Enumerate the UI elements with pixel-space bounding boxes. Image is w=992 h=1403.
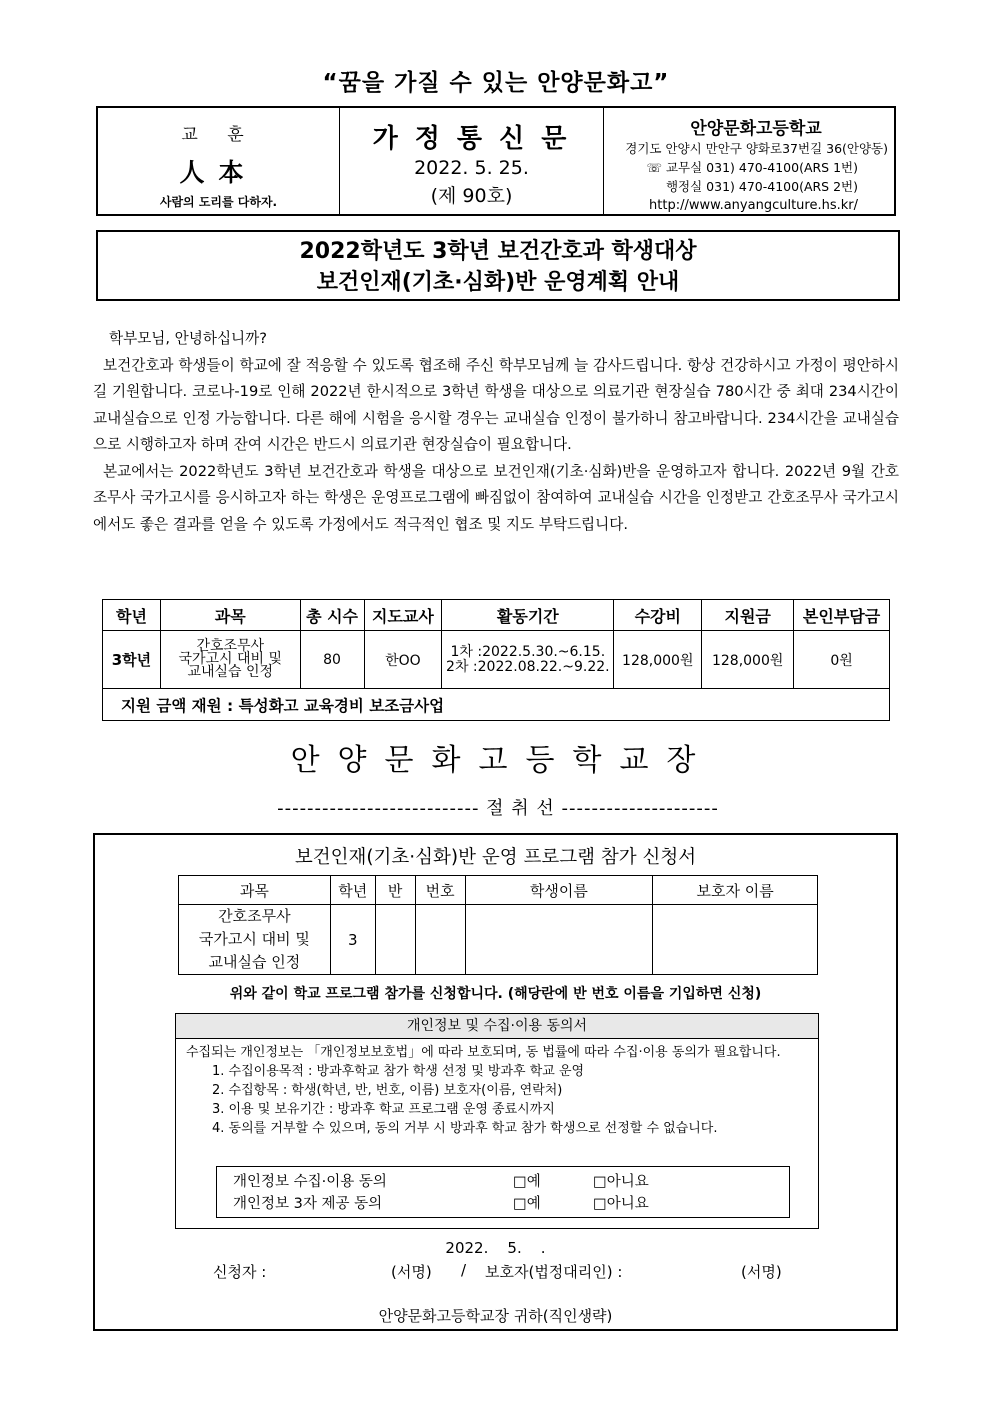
application-table-header [179,876,818,905]
newsletter-title-box [340,108,604,214]
consent-item: 1. 수집이용목적 : 방과후학교 참가 학생 선정 및 방과후 학교 운영 [212,1064,585,1079]
school-url[interactable]: http://www.anyangculture.hs.kr/ [649,198,858,213]
header-cell: 과목 [160,600,300,631]
school-address: 경기도 안양시 만안구 양화로37번길 36(안양동) [625,141,888,156]
subject-line: 국가고시 대비 및 [178,651,283,667]
applicant-sign-field[interactable]: (서명) [391,1263,432,1281]
greeting: 학부모님, 안녕하십니까? [109,330,268,347]
form-date: 2022. 5. . [445,1239,546,1257]
consent-no-checkbox[interactable]: □아니요 [593,1196,649,1212]
consent-item: 4. 동의를 거부할 수 있으며, 동의 거부 시 방과후 학교 참가 학생으로 선정할 수 없습니다. [212,1121,718,1136]
consent-choices [216,1166,790,1218]
header-cell: 번호 [415,876,465,905]
header-cell: 지도교사 [364,600,442,631]
consent-item: 3. 이용 및 보유기간 : 방과후 학교 프로그램 운영 종료시까지 [212,1102,555,1117]
notice-body [93,326,899,538]
program-table-header [103,600,890,631]
table-row [103,689,890,721]
consent-heading: 개인정보 및 수집·이용 동의서 [176,1014,818,1039]
self-pay-cell: 0원 [794,631,890,689]
form-addressee: 안양문화고등학교장 귀하(직인생략) [378,1307,613,1325]
consent-intro: 수집되는 개인정보는 「개인정보보호법」에 따라 보호되며, 동 법률에 따라 수집·이용 동의가 필요합니다. [186,1045,781,1060]
consent-yes-checkbox[interactable]: □예 [513,1174,541,1190]
notice-title-line2: 보건인재(기초·심화)반 운영계획 안내 [316,270,680,295]
header-cell: 지원금 [702,600,794,631]
number-field[interactable] [415,905,465,975]
creed-label: 교 훈 [181,125,256,145]
apply-statement: 위와 같이 학교 프로그램 참가를 신청합니다. (해당란에 반 번호 이름을 기입하면 신청) [229,986,762,1002]
school-creed-box [98,108,340,214]
header-cell: 수강비 [614,600,702,631]
subject-line: 교내실습 인정 [187,664,274,680]
consent-row-third-party [217,1193,789,1215]
grade-cell: 3 [330,905,375,975]
fee-cell: 128,000원 [614,631,702,689]
subject-line: 간호조무사 [196,638,265,654]
phone-admin: 행정실 031) 470-4100(ARS 2번) [665,179,858,194]
cut-line: --------------------------- 절 취 선 --------------------- [277,798,719,819]
table-row [103,631,890,689]
applicant-label: 신청자 : [213,1263,267,1281]
newsletter-title: 가 정 통 신 문 [372,124,571,154]
creed-sub: 사람의 도리를 다하자. [159,195,278,209]
hours-cell: 80 [300,631,364,689]
program-table [102,599,890,721]
table-row [179,905,818,975]
consent-box [175,1013,819,1229]
header-cell: 학년 [330,876,375,905]
consent-label: 개인정보 3자 제공 동의 [233,1196,383,1212]
header-cell: 학생이름 [465,876,653,905]
phone-teacher: ☏ 교무실 031) 470-4100(ARS 1번) [646,160,858,175]
student-name-field[interactable] [465,905,653,975]
subject-cell [179,905,331,975]
header-cell: 본인부담금 [794,600,890,631]
consent-label: 개인정보 수집·이용 동의 [233,1174,387,1190]
newsletter-date: 2022. 5. 25. [414,157,529,179]
header-cell: 보호자 이름 [653,876,818,905]
notice-title-box [96,230,900,301]
consent-item: 2. 수집항목 : 학생(학년, 반, 번호, 이름) 보호자(이름, 연락처) [212,1083,563,1098]
form-title: 보건인재(기초·심화)반 운영 프로그램 참가 신청서 [294,847,697,868]
guardian-sign-field[interactable]: (서명) [741,1263,782,1281]
school-name: 안양문화고등학교 [690,119,822,139]
subject-line: 간호조무사 [218,907,291,925]
principal-signature: 안양문화고등학교장 [290,743,714,778]
grade-cell: 3학년 [103,631,161,689]
body-paragraph-1: 보건간호과 학생들이 학교에 잘 적응할 수 있도록 협조해 주신 학부모님께 늘 감사드립니다. 항상 건강하시고 가정이 평안하시길 기원합니다. 코로나-19로 인해 2022년 한시적으로 3학년 학생을 대상으로 의료기관 현장실습 780시간 중 최대 234시간이 교내실습으로 인정 가능합니다. 다른 해에 시험을 응시할 경우는 교내실습 인정이 불가하니 참고바랍니다. 234시간을 교내실습으로 시행하고자 하며 잔여 시간은 반드시 의료기관 현장실습이 필요합니다. [93,356,899,453]
guardian-label: 보호자(법정대리인) : [485,1263,623,1281]
newsletter-header [96,106,896,216]
class-field[interactable] [375,905,415,975]
support-cell: 128,000원 [702,631,794,689]
newsletter-issue: (제 90호) [430,185,513,207]
school-motto: “꿈을 가질 수 있는 안양문화고” [322,70,670,96]
subject-line: 국가고시 대비 및 [198,930,310,948]
separator: / [461,1261,467,1279]
creed-main: 人本 [179,158,258,187]
period-line: 1차 :2022.5.30.~6.15. [450,643,606,660]
teacher-cell: 한OO [364,631,442,689]
header-cell: 총 시수 [300,600,364,631]
consent-yes-checkbox[interactable]: □예 [513,1196,541,1212]
school-info-box [604,108,894,214]
header-cell: 반 [375,876,415,905]
header-cell: 학년 [103,600,161,631]
funding-note: 지원 금액 재원 : 특성화고 교육경비 보조금사업 [103,689,890,721]
notice-title-line1: 2022학년도 3학년 보건간호과 학생대상 [299,239,697,264]
application-table [178,875,818,975]
guardian-name-field[interactable] [653,905,818,975]
period-line: 2차 :2022.08.22.~9.22. [446,658,610,675]
header-cell: 과목 [179,876,331,905]
period-cell [442,631,614,689]
consent-row-collect [217,1171,789,1193]
subject-cell [160,631,300,689]
body-paragraph-2: 본교에서는 2022학년도 3학년 보건간호과 학생을 대상으로 보건인재(기초·심화)반을 운영하고자 합니다. 2022년 9월 간호조무사 국가고시를 응시하고자 하는 학생은 운영프로그램에 빠짐없이 참여하여 교내실습 시간을 인정받고 간호조무사 국가고시에서도 좋은 결과를 얻을 수 있도록 가정에서도 적극적인 협조 및 지도 부탁드립니다. [93,462,899,533]
header-cell: 활동기간 [442,600,614,631]
subject-line: 교내실습 인정 [208,953,301,971]
application-form [93,833,898,1331]
consent-no-checkbox[interactable]: □아니요 [593,1174,649,1190]
